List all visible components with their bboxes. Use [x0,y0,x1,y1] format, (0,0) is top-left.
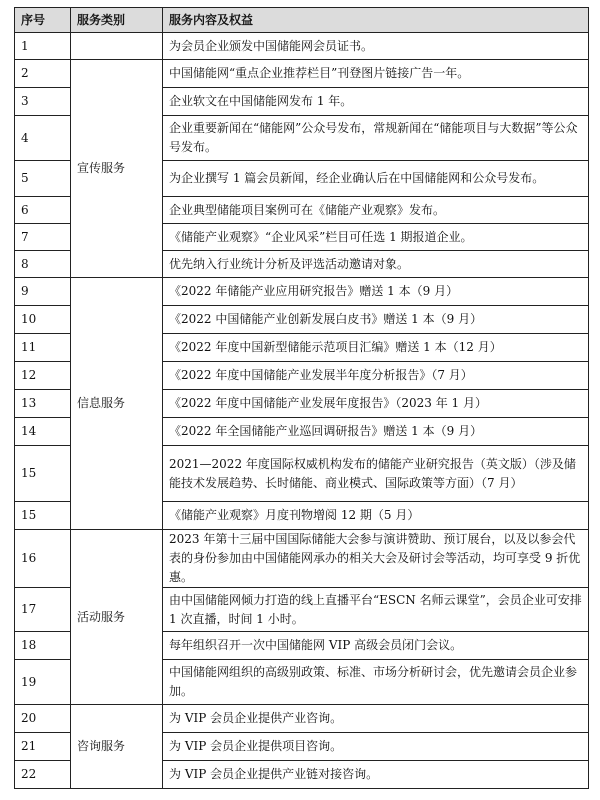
row-content: 企业重要新闻在“储能网”公众号发布，常规新闻在“储能项目与大数据”等公众号发布。 [163,116,589,161]
table-row [15,60,589,88]
category-cell-empty [71,33,163,60]
row-number: 15 [15,502,71,530]
row-content: 中国储能网组织的高级别政策、标准、市场分析研讨会，优先邀请会员企业参加。 [163,660,589,705]
row-content: 企业软文在中国储能网发布 1 年。 [163,88,589,116]
row-number: 9 [15,278,71,306]
category-promo: 宣传服务 [71,60,163,278]
row-number: 20 [15,705,71,733]
row-content: 为 VIP 会员企业提供产业咨询。 [163,705,589,733]
category-activity: 活动服务 [71,530,163,705]
table-row [15,530,589,588]
row-number: 1 [15,33,71,60]
row-number: 11 [15,334,71,362]
category-info: 信息服务 [71,278,163,530]
row-content: 《2022 年储能产业应用研究报告》赠送 1 本（9 月） [163,278,589,306]
row-content: 《储能产业观察》月度刊物增阅 12 期（5 月） [163,502,589,530]
row-content: 《2022 中国储能产业创新发展白皮书》赠送 1 本（9 月） [163,306,589,334]
row-number: 5 [15,161,71,197]
row-content: 为会员企业颁发中国储能网会员证书。 [163,33,589,60]
row-number: 2 [15,60,71,88]
row-content: 为 VIP 会员企业提供产业链对接咨询。 [163,761,589,789]
row-content: 《2022 年度中国新型储能示范项目汇编》赠送 1 本（12 月） [163,334,589,362]
row-number: 16 [15,530,71,588]
services-table [14,7,589,789]
row-content: 为企业撰写 1 篇会员新闻，经企业确认后在中国储能网和公众号发布。 [163,161,589,197]
row-number: 15 [15,446,71,502]
header-content: 服务内容及权益 [163,8,589,33]
row-content: 优先纳入行业统计分析及评选活动邀请对象。 [163,251,589,278]
row-content: 由中国储能网倾力打造的线上直播平台“ESCN 名师云课堂”，会员企业可安排 1 次直播，时间 1 小时。 [163,588,589,632]
table-row [15,278,589,306]
row-number: 21 [15,733,71,761]
row-content: 《储能产业观察》“企业风采”栏目可任选 1 期报道企业。 [163,224,589,251]
row-number: 3 [15,88,71,116]
row-number: 19 [15,660,71,705]
row-number: 17 [15,588,71,632]
row-number: 7 [15,224,71,251]
row-content: 《2022 年全国储能产业巡回调研报告》赠送 1 本（9 月） [163,418,589,446]
row-content: 2021—2022 年度国际权威机构发布的储能产业研究报告（英文版）（涉及储能技术发展趋势、长时储能、商业模式、国际政策等方面）（7 月） [163,446,589,502]
header-row [15,8,589,33]
table-row [15,705,589,733]
row-number: 6 [15,197,71,224]
row-content: 为 VIP 会员企业提供项目咨询。 [163,733,589,761]
row-number: 4 [15,116,71,161]
row-number: 18 [15,632,71,660]
row-number: 10 [15,306,71,334]
category-consult: 咨询服务 [71,705,163,789]
row-content: 每年组织召开一次中国储能网 VIP 高级会员闭门会议。 [163,632,589,660]
row-number: 22 [15,761,71,789]
row-content: 《2022 年度中国储能产业发展半年度分析报告》（7 月） [163,362,589,390]
table-row [15,33,589,60]
header-number: 序号 [15,8,71,33]
row-number: 14 [15,418,71,446]
row-number: 12 [15,362,71,390]
row-content: 企业典型储能项目案例可在《储能产业观察》发布。 [163,197,589,224]
row-content: 中国储能网“重点企业推荐栏目”刊登图片链接广告一年。 [163,60,589,88]
row-content: 《2022 年度中国储能产业发展年度报告》（2023 年 1 月） [163,390,589,418]
header-category: 服务类别 [71,8,163,33]
row-number: 13 [15,390,71,418]
row-content: 2023 年第十三届中国国际储能大会参与演讲赞助、预订展台，以及以参会代表的身份参加由中国储能网承办的相关大会及研讨会等活动，均可享受 9 折优惠。 [163,530,589,588]
row-number: 8 [15,251,71,278]
